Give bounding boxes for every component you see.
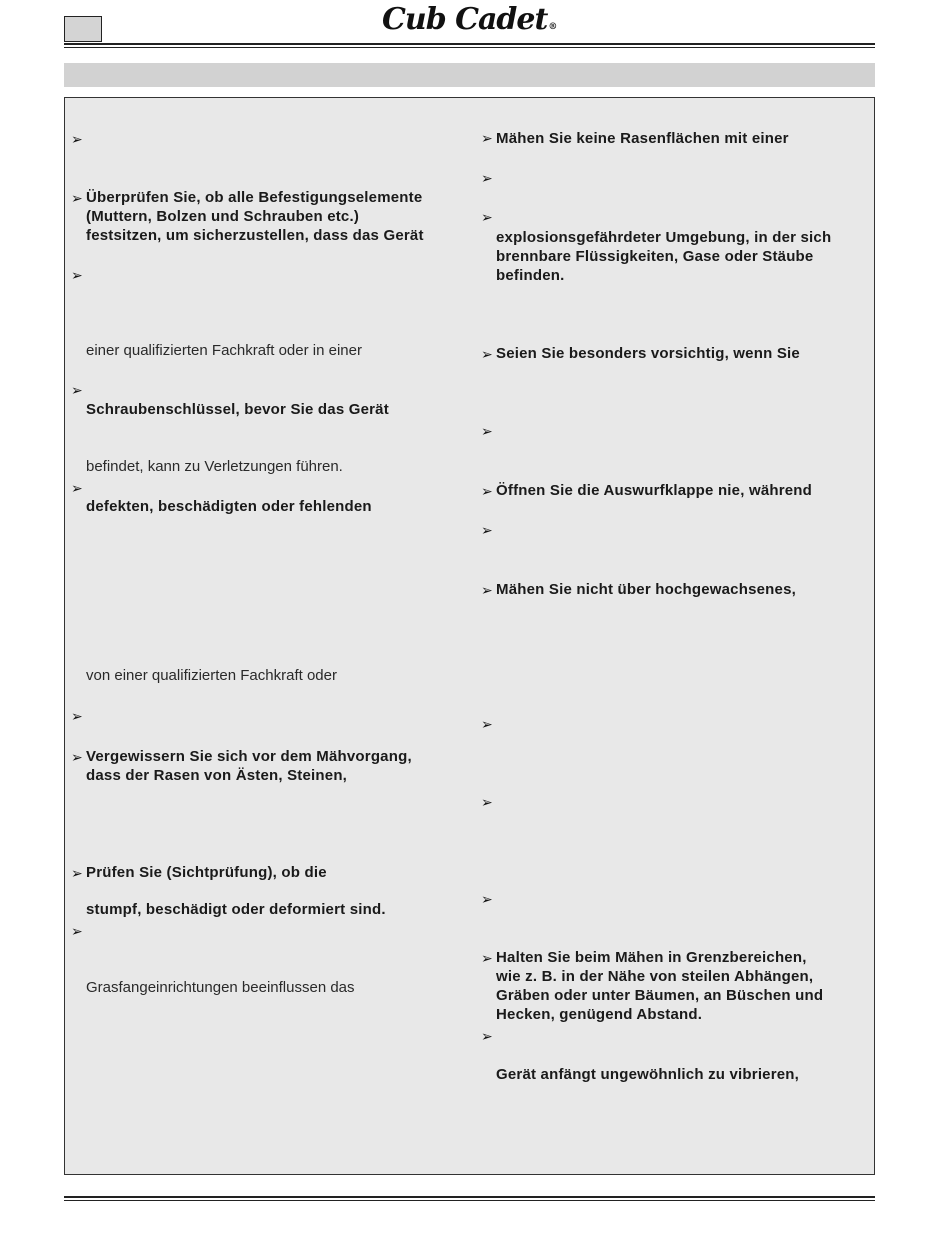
bullet-arrow-icon: ➢ [481,423,493,439]
bullet-arrow-icon: ➢ [71,749,83,765]
left-text-line: Vergewissern Sie sich vor dem Mähvorgang, [86,748,412,765]
left-text-line: einer qualifizierten Fachkraft oder in einer [86,342,362,359]
header-rule-thin [64,47,875,48]
bullet-arrow-icon: ➢ [481,209,493,225]
bullet-arrow-icon: ➢ [481,1028,493,1044]
left-text-line: defekten, beschädigten oder fehlenden [86,498,372,515]
bullet-arrow-icon: ➢ [71,480,83,496]
right-text-line: Halten Sie beim Mähen in Grenzbereichen, [496,949,807,966]
bullet-arrow-icon: ➢ [71,131,83,147]
bullet-arrow-icon: ➢ [481,716,493,732]
bullet-arrow-icon: ➢ [481,346,493,362]
bullet-arrow-icon: ➢ [71,708,83,724]
right-text-line: Seien Sie besonders vorsichtig, wenn Sie [496,345,800,362]
left-text-line: dass der Rasen von Ästen, Steinen, [86,767,348,784]
bullet-arrow-icon: ➢ [481,130,493,146]
bullet-arrow-icon: ➢ [481,582,493,598]
bullet-arrow-icon: ➢ [481,950,493,966]
section-heading-band [64,63,875,87]
footer-rule-thin [64,1200,875,1201]
right-text-line: Gerät anfängt ungewöhnlich zu vibrieren, [496,1066,800,1083]
bullet-arrow-icon: ➢ [481,522,493,538]
left-text-line: Überprüfen Sie, ob alle Befestigungselemente [86,189,423,206]
left-text-line: (Muttern, Bolzen und Schrauben etc.) [86,208,360,225]
left-text-line: Prüfen Sie (Sichtprüfung), ob die [86,864,327,881]
right-text-line: explosionsgefährdeter Umgebung, in der sich [496,229,832,246]
bullet-arrow-icon: ➢ [71,267,83,283]
bullet-arrow-icon: ➢ [481,891,493,907]
right-text-line: befinden. [496,267,565,284]
logo-text: Cub Cadet [382,2,548,37]
bullet-arrow-icon: ➢ [481,170,493,186]
right-text-line: wie z. B. in der Nähe von steilen Abhängen, [496,968,814,985]
registered-mark: ® [548,22,557,32]
bullet-arrow-icon: ➢ [71,923,83,939]
left-text-line: Grasfangeinrichtungen beeinflussen das [86,979,355,996]
bullet-arrow-icon: ➢ [71,382,83,398]
right-text-line: Hecken, genügend Abstand. [496,1006,703,1023]
left-text-line: festsitzen, um sicherzustellen, dass das Gerät [86,227,424,244]
right-text-line: Öffnen Sie die Auswurfklappe nie, während [496,482,813,499]
bullet-arrow-icon: ➢ [71,190,83,206]
page-number-box [64,16,102,42]
right-text-line: Mähen Sie keine Rasenflächen mit einer [496,130,789,147]
footer-rule-thick [64,1196,875,1198]
left-text-line: Schraubenschlüssel, bevor Sie das Gerät [86,401,389,418]
right-text-line: brennbare Flüssigkeiten, Gase oder Stäube [496,248,814,265]
right-text-line: Mähen Sie nicht über hochgewachsenes, [496,581,796,598]
cub-cadet-logo [382,2,562,38]
left-text-line: von einer qualifizierten Fachkraft oder [86,667,337,684]
left-text-line: stumpf, beschädigt oder deformiert sind. [86,901,386,918]
bullet-arrow-icon: ➢ [481,483,493,499]
bullet-arrow-icon: ➢ [481,794,493,810]
left-text-line: befindet, kann zu Verletzungen führen. [86,458,343,475]
right-text-line: Gräben oder unter Bäumen, an Büschen und [496,987,824,1004]
bullet-arrow-icon: ➢ [71,865,83,881]
header-rule-thick [64,43,875,45]
